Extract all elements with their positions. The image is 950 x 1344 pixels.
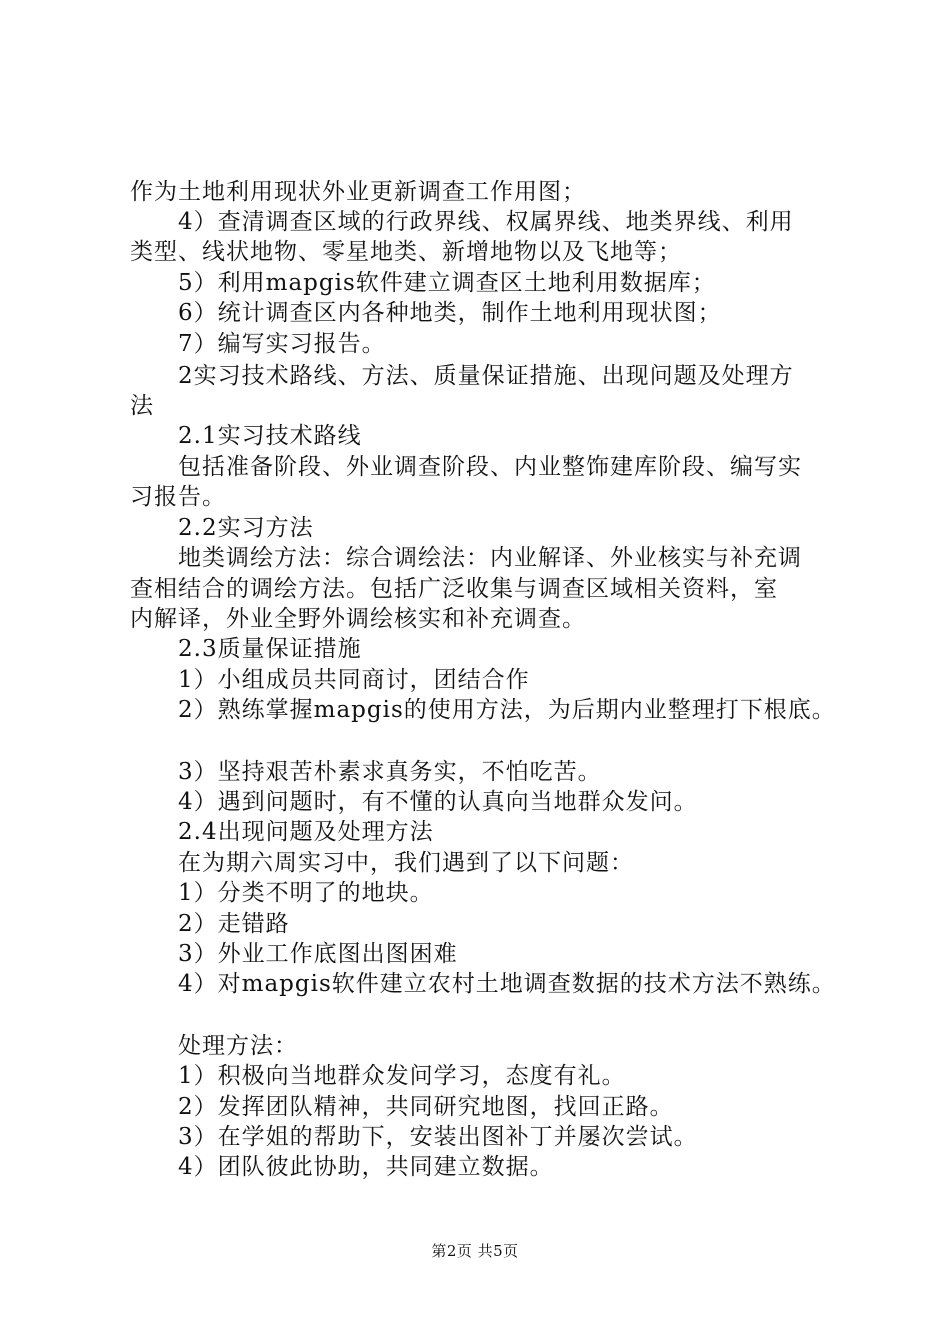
subsection-heading: 2.1实习技术路线	[178, 423, 362, 449]
text-line: 包括准备阶段、外业调查阶段、内业整饰建库阶段、编写实	[178, 454, 802, 480]
list-item: 1）积极向当地群众发问学习，态度有礼。	[178, 1063, 626, 1089]
text-line: 内解译，外业全野外调绘核实和补充调查。	[130, 606, 586, 632]
list-item: 3）坚持艰苦朴素求真务实，不怕吃苦。	[178, 759, 602, 785]
text-line: 类型、线状地物、零星地类、新增地物以及飞地等；	[130, 239, 682, 265]
list-item: 4）遇到问题时，有不懂的认真向当地群众发问。	[178, 789, 698, 815]
list-item: 1）分类不明了的地块。	[178, 880, 434, 906]
section-heading: 法	[130, 393, 154, 419]
text-line: 4）查清调查区域的行政界线、权属界线、地类界线、利用	[178, 209, 794, 235]
text-line: 处理方法：	[178, 1033, 298, 1059]
text-line: 习报告。	[130, 484, 226, 510]
page-number-footer: 第2页 共5页	[431, 1242, 519, 1260]
list-item: 2）熟练掌握mapgis的使用方法，为后期内业整理打下根底。	[178, 697, 836, 723]
subsection-heading: 2.3质量保证措施	[178, 636, 362, 662]
subsection-heading: 2.2实习方法	[178, 515, 314, 541]
list-item: 4）对mapgis软件建立农村土地调查数据的技术方法不熟练。	[178, 971, 836, 997]
text-line: 地类调绘方法：综合调绘法：内业解译、外业核实与补充调	[178, 545, 802, 571]
text-line: 6）统计调查区内各种地类，制作土地利用现状图；	[178, 300, 722, 326]
text-line: 查相结合的调绘方法。包括广泛收集与调查区域相关资料，室	[130, 576, 778, 602]
text-line: 作为土地利用现状外业更新调查工作用图；	[130, 179, 586, 205]
text-line: 5）利用mapgis软件建立调查区土地利用数据库；	[178, 270, 716, 296]
text-line: 7）编写实习报告。	[178, 331, 386, 357]
list-item: 2）走错路	[178, 911, 290, 937]
list-item: 3）在学姐的帮助下，安装出图补丁并屡次尝试。	[178, 1124, 698, 1150]
list-item: 2）发挥团队精神，共同研究地图，找回正路。	[178, 1094, 674, 1120]
text-line: 在为期六周实习中，我们遇到了以下问题：	[178, 850, 634, 876]
subsection-heading: 2.4出现问题及处理方法	[178, 819, 434, 845]
list-item: 1）小组成员共同商讨，团结合作	[178, 667, 530, 693]
list-item: 4）团队彼此协助，共同建立数据。	[178, 1154, 554, 1180]
section-heading: 2实习技术路线、方法、质量保证措施、出现问题及处理方	[178, 363, 794, 389]
list-item: 3）外业工作底图出图困难	[178, 941, 458, 967]
